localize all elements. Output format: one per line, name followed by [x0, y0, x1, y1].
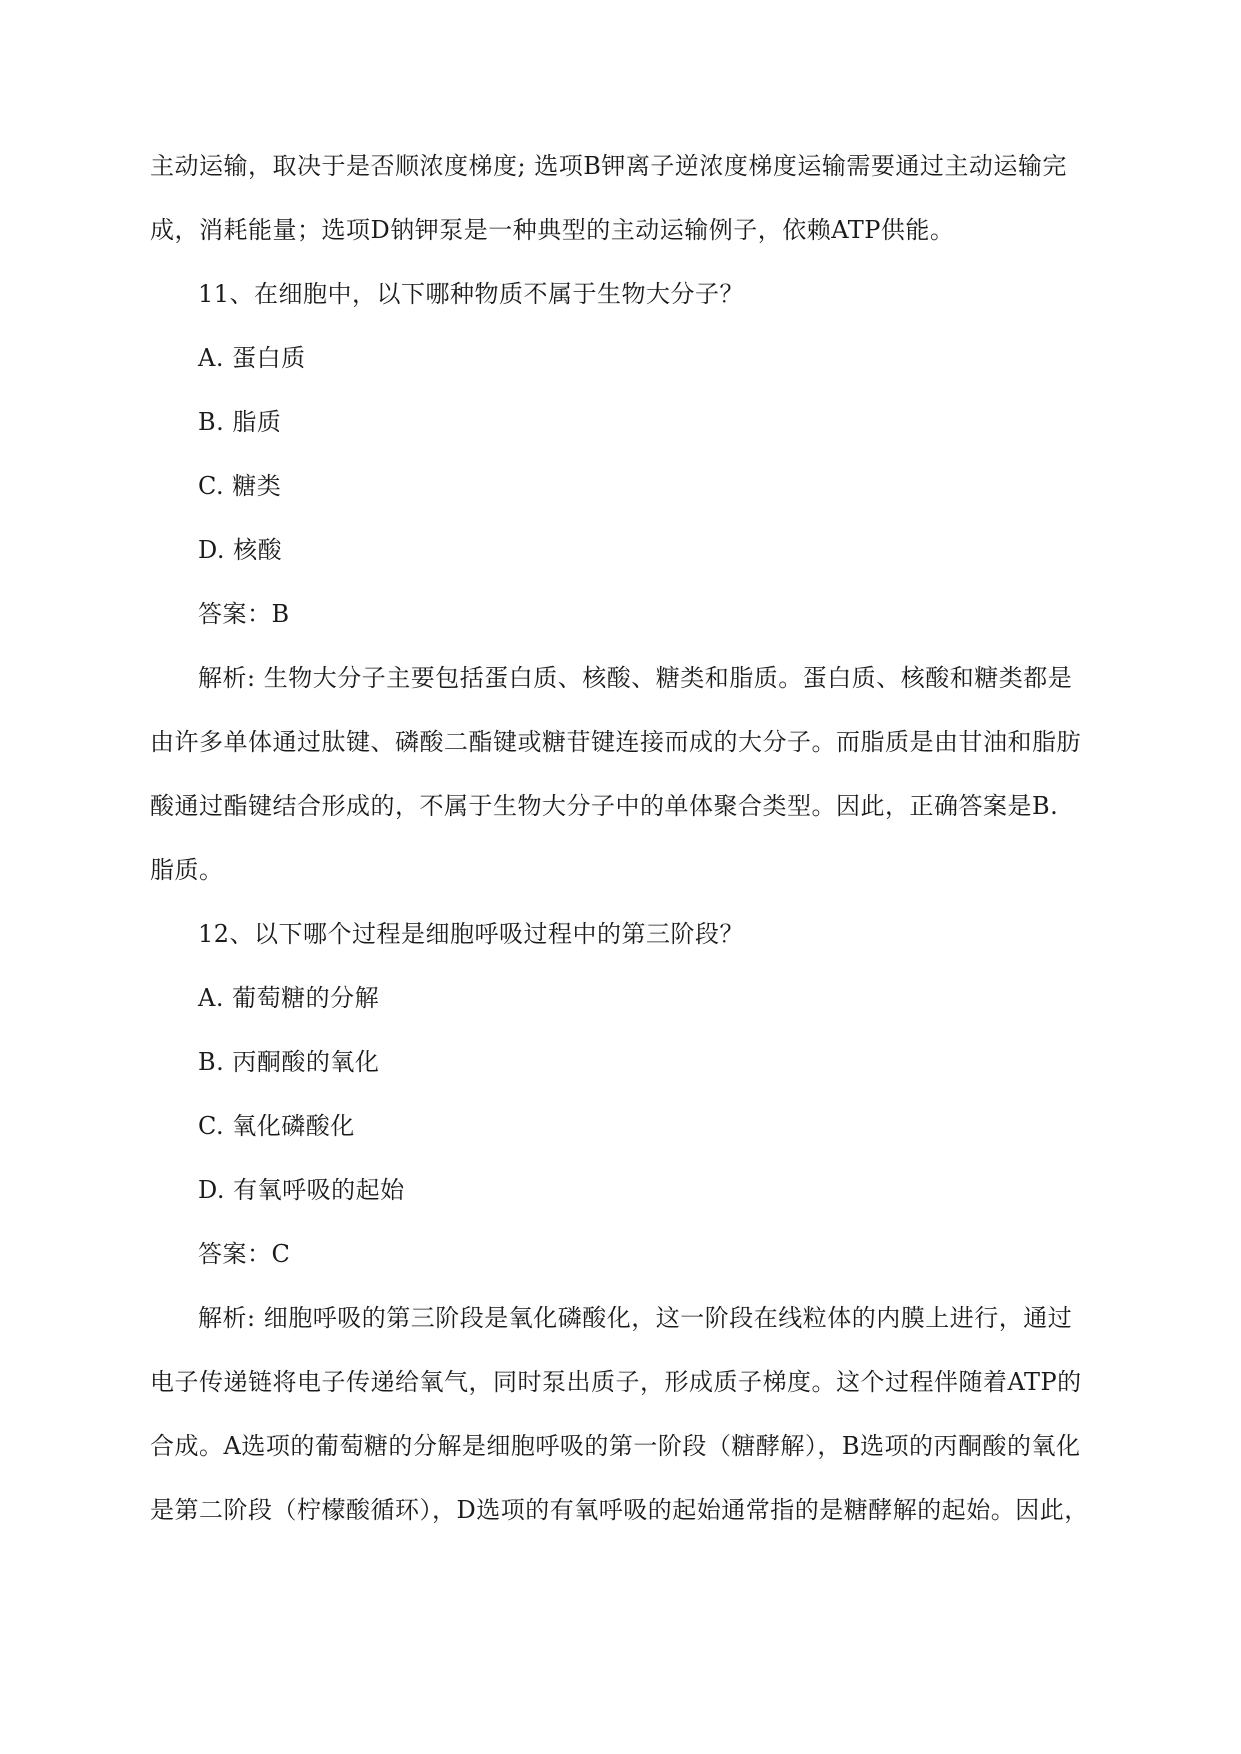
q11-answer: 答案：B	[198, 600, 290, 628]
intro-line-2: 成，消耗能量；选项D钠钾泵是一种典型的主动运输例子，依赖ATP供能。	[150, 216, 955, 244]
question-11: 11、在细胞中，以下哪种物质不属于生物大分子？	[198, 280, 745, 308]
q11-option-b: B. 脂质	[198, 408, 282, 436]
q11-option-a: A. 蛋白质	[198, 344, 306, 372]
q12-option-a: A. 葡萄糖的分解	[198, 984, 380, 1012]
q12-analysis-line-2: 电子传递链将电子传递给氧气，同时泵出质子，形成质子梯度。这个过程伴随着ATP的	[150, 1368, 1082, 1396]
q11-analysis-line-2: 由许多单体通过肽键、磷酸二酯键或糖苷键连接而成的大分子。而脂质是由甘油和脂肪	[150, 728, 1081, 756]
q12-option-c: C. 氧化磷酸化	[198, 1112, 355, 1140]
q11-analysis-line-1: 解析: 生物大分子主要包括蛋白质、核酸、糖类和脂质。蛋白质、核酸和糖类都是	[198, 664, 1073, 692]
q12-answer: 答案：C	[198, 1240, 291, 1268]
q12-analysis-line-1: 解析: 细胞呼吸的第三阶段是氧化磷酸化，这一阶段在线粒体的内膜上进行，通过	[198, 1304, 1073, 1332]
q12-analysis-line-4: 是第二阶段（柠檬酸循环），D选项的有氧呼吸的起始通常指的是糖酵解的起始。因此，	[150, 1496, 1089, 1524]
q12-option-d: D. 有氧呼吸的起始	[198, 1176, 405, 1204]
q11-option-c: C. 糖类	[198, 472, 282, 500]
q11-analysis-line-4: 脂质。	[150, 856, 224, 884]
intro-line-1: 主动运输，取决于是否顺浓度梯度; 选项B钾离子逆浓度梯度运输需要通过主动运输完	[150, 152, 1067, 180]
q11-analysis-line-3: 酸通过酯键结合形成的，不属于生物大分子中的单体聚合类型。因此，正确答案是B.	[150, 792, 1059, 820]
q12-analysis-line-3: 合成。A选项的葡萄糖的分解是细胞呼吸的第一阶段（糖酵解），B选项的丙酮酸的氧化	[150, 1432, 1081, 1460]
q12-option-b: B. 丙酮酸的氧化	[198, 1048, 380, 1076]
question-12: 12、以下哪个过程是细胞呼吸过程中的第三阶段？	[198, 920, 745, 948]
q11-option-d: D. 核酸	[198, 536, 283, 564]
